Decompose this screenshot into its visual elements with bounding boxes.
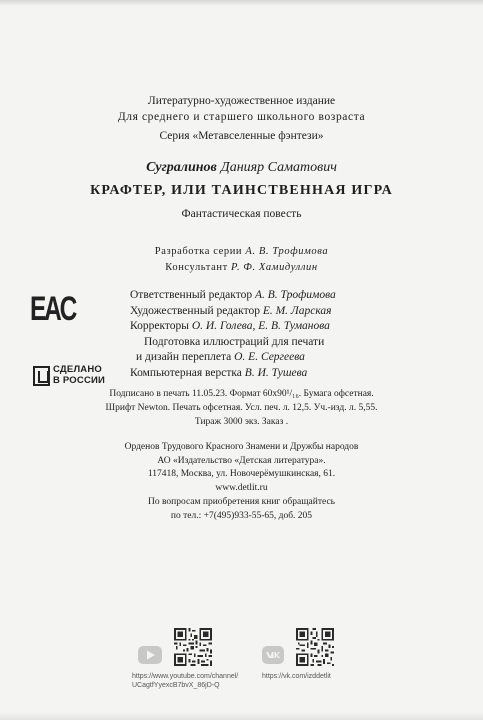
credit-row: Подготовка иллюстраций для печати	[144, 335, 325, 348]
print-info-line2: Шрифт Newton. Печать офсетная. Усл. печ. л. 12,5. Уч.-изд. л. 5,55.	[105, 403, 378, 413]
credit-row: и дизайн переплета О. Е. Сергеева	[136, 351, 305, 363]
book-genre: Фантастическая повесть	[181, 208, 302, 220]
vk-url[interactable]: https://vk.com/izddetlit	[262, 673, 331, 680]
author-name: Данияр Саматович	[220, 160, 337, 175]
publisher-line3: 117418, Москва, ул. Новочерёмушкинская, 61.	[147, 469, 336, 479]
consultant-label: Консультант	[165, 262, 228, 273]
credit-row: Компьютерная верстка В. И. Тушева	[130, 366, 308, 379]
print-info	[0, 387, 483, 429]
author-surname: Сугралинов	[146, 160, 217, 175]
series-dev-name: А. В. Трофимова	[245, 246, 329, 257]
title-block	[0, 183, 483, 199]
series: Серия «Метавселенные фэнтези»	[159, 130, 324, 142]
print-info-line1: Подписано в печать 11.05.23. Формат 60х90¹/₁₆. Бумага офсетная.	[109, 389, 374, 399]
genre-block	[0, 208, 483, 220]
made-in-line1: СДЕЛАНО	[53, 364, 103, 375]
youtube-icon[interactable]	[138, 646, 162, 664]
vk-icon[interactable]	[262, 646, 284, 664]
edition-header	[0, 93, 483, 125]
edition-type: Литературно-художественное издание	[147, 95, 336, 107]
book-title: КРАФТЕР, ИЛИ ТАИНСТВЕННАЯ ИГРА	[90, 183, 393, 198]
credit-row: Корректоры О. И. Голева, Е. В. Туманова	[130, 320, 330, 332]
series-dev-block	[0, 244, 483, 276]
consultant-name: Р. Ф. Хамидуллин	[231, 262, 318, 273]
audience: Для среднего и старшего школьного возраста	[117, 111, 366, 123]
publisher-website[interactable]: www.detlit.ru	[215, 482, 268, 493]
made-in-badge-icon	[33, 366, 50, 386]
series-block	[0, 130, 483, 142]
series-dev-label: Разработка серии	[154, 246, 243, 257]
credit-row: Ответственный редактор А. В. Трофимова	[130, 289, 336, 301]
made-in-line2: В РОССИИ	[53, 374, 106, 386]
print-info-line3: Тираж 3000 экз. Заказ .	[194, 417, 289, 427]
publisher-info	[0, 441, 483, 495]
contact-info	[0, 496, 483, 523]
publisher-line1: Орденов Трудового Красного Знамени и Дружбы народов	[124, 442, 359, 452]
youtube-qr-code[interactable]	[174, 628, 212, 666]
contact-phone: по тел.: +7(495)933-55-65, доб. 205	[170, 510, 313, 521]
author-block	[0, 158, 483, 176]
page-bottom-edge	[0, 712, 483, 720]
page-top-edge	[0, 0, 483, 6]
contact-line1: По вопросам приобретения книг обращайтесь	[147, 497, 336, 507]
publisher-line2: АО «Издательство «Детская литература».	[157, 455, 326, 466]
vk-qr-code[interactable]	[296, 628, 334, 666]
credit-row: Художественный редактор Е. М. Ларская	[130, 304, 332, 317]
youtube-url[interactable]: https://www.youtube.com/channel/ UCagtfYyexcB7bvX_86jD-Q	[132, 673, 239, 689]
credits-list	[130, 288, 390, 381]
eac-mark: EAC	[30, 290, 76, 328]
